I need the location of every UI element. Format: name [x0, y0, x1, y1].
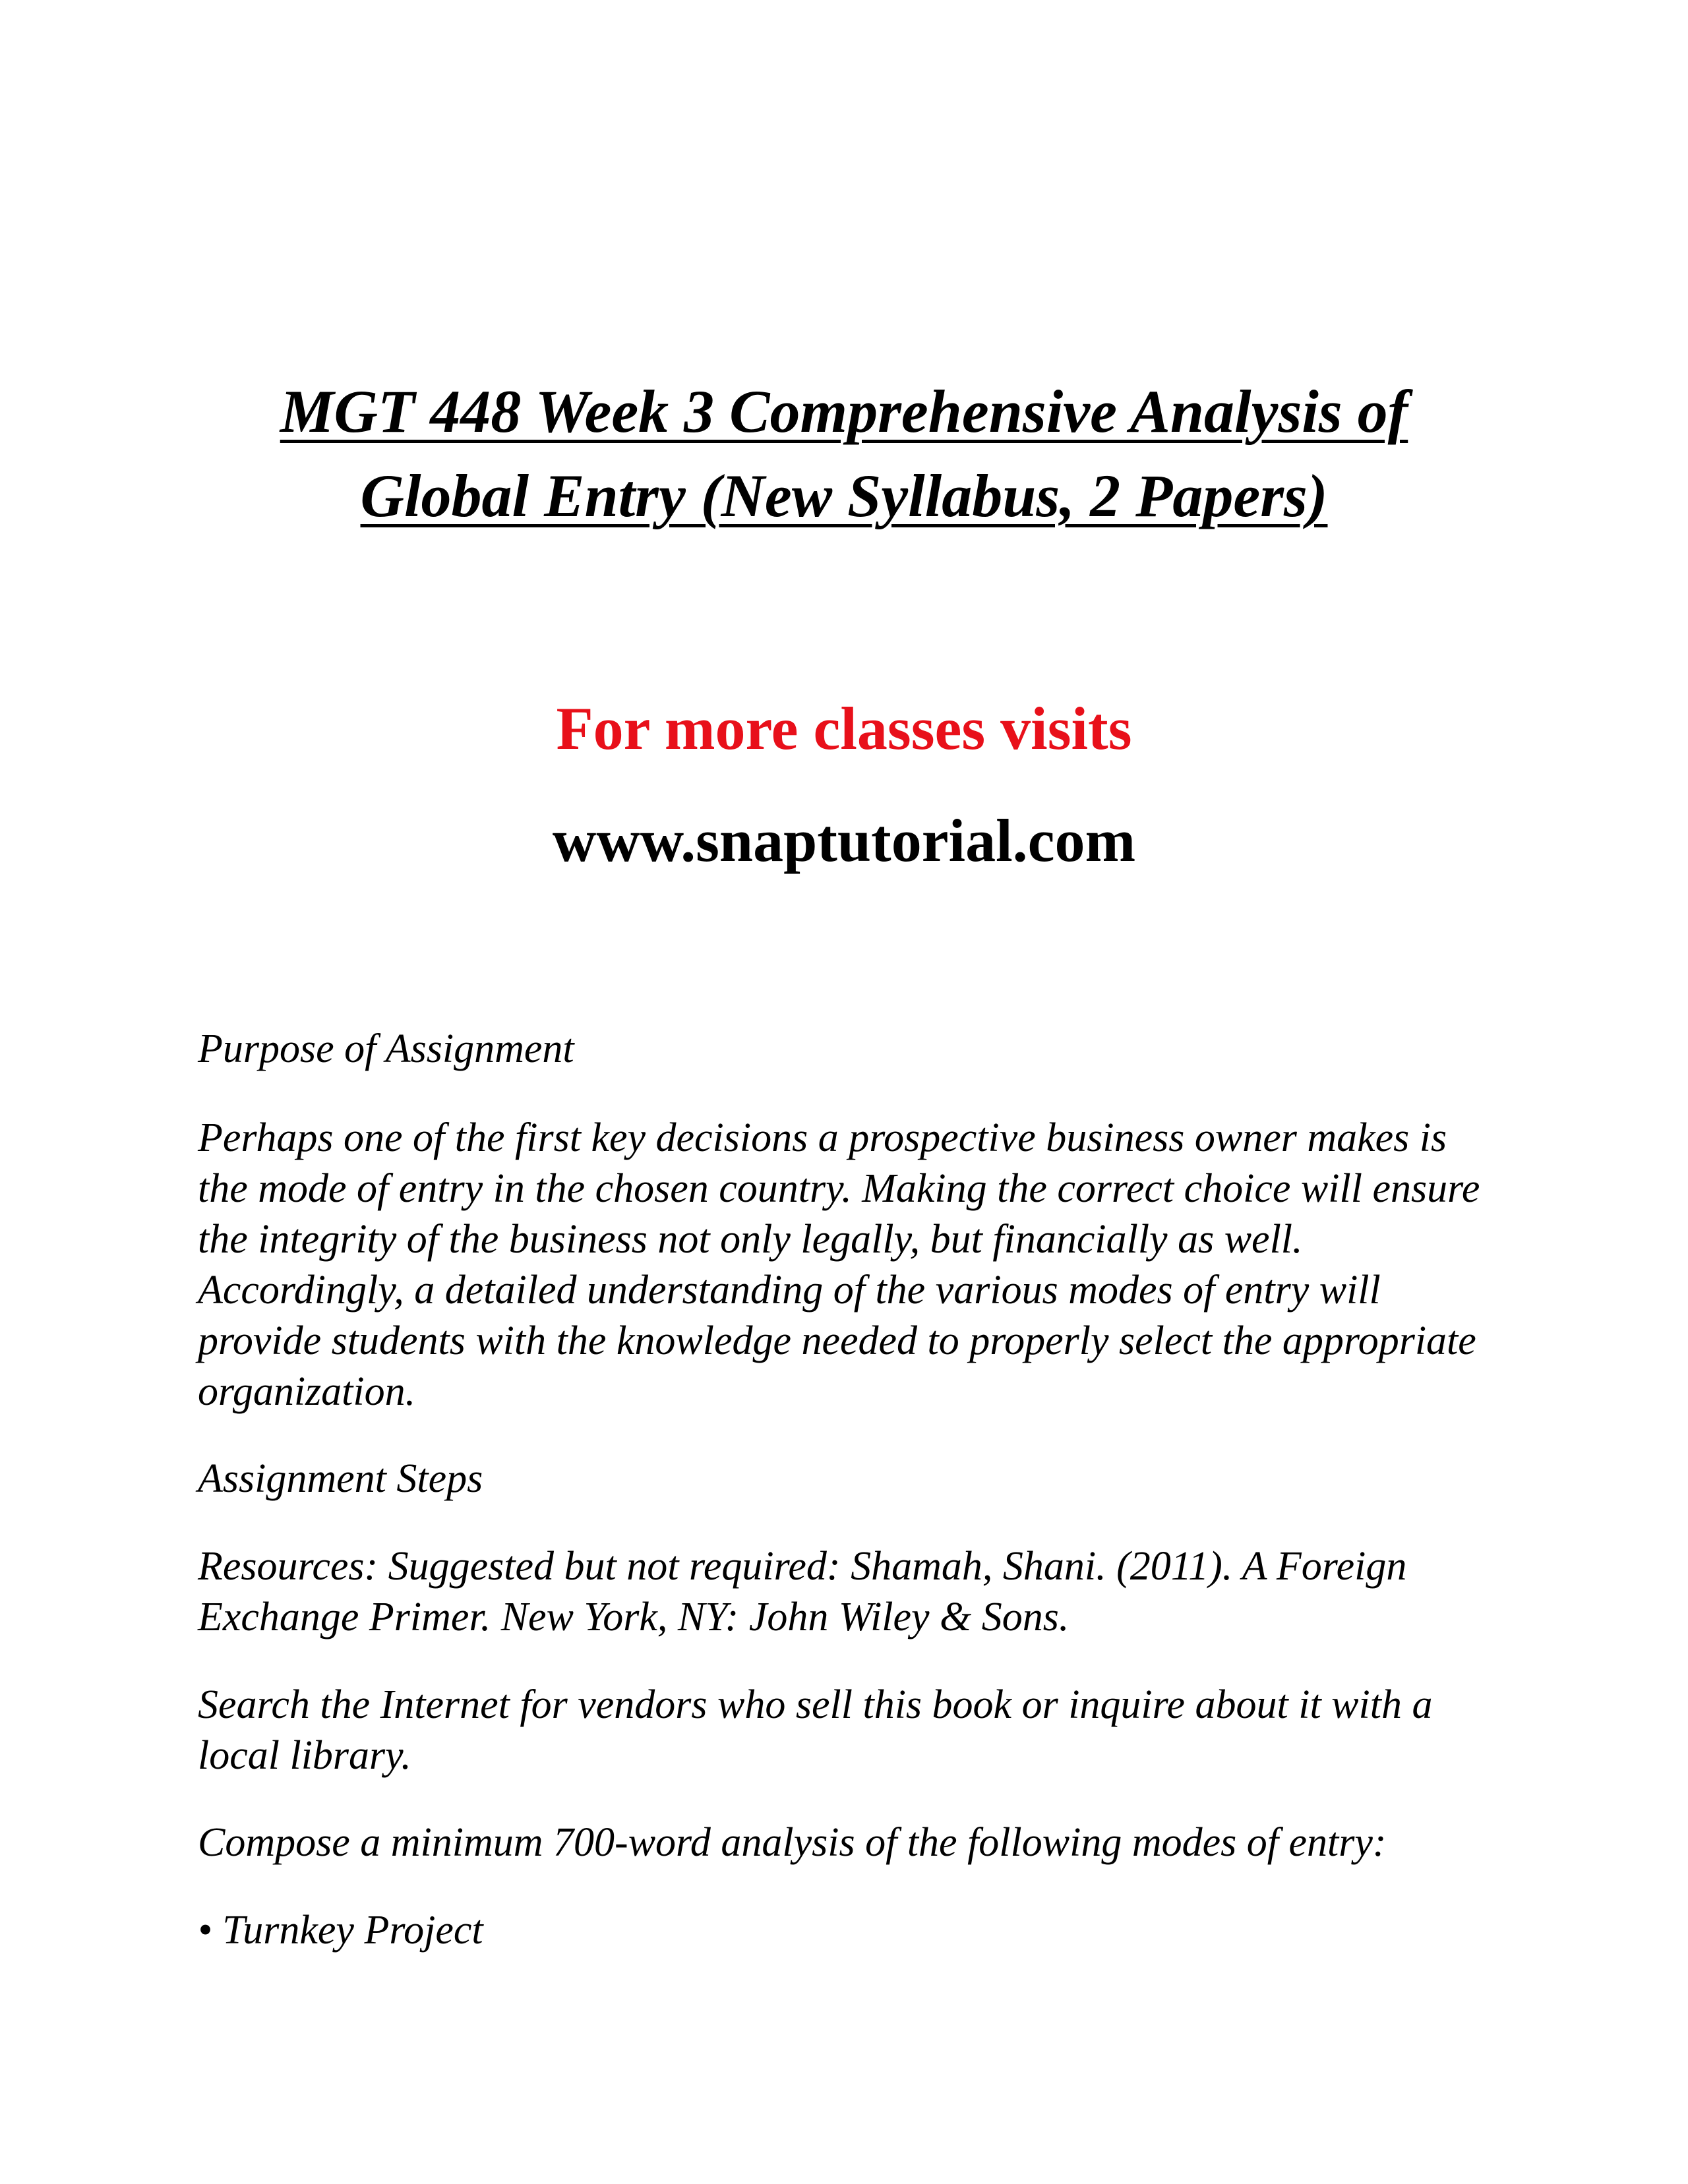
bullet-item-turnkey: • Turnkey Project — [198, 1908, 483, 1953]
promo-text: For more classes visits — [556, 695, 1132, 762]
document-title — [185, 369, 1503, 538]
purpose-heading: Purpose of Assignment — [198, 1026, 574, 1071]
website-text: www.snaptutorial.com — [552, 807, 1136, 874]
title-line-1: MGT 448 Week 3 Comprehensive Analysis of — [280, 378, 1408, 445]
purpose-paragraph: Perhaps one of the first key decisions a prospective business owner makes is the mode of entry in the chosen country. Making the correct choice will ensure the integrity of the business not only legally, but financially as well. Accordingly, a detailed understanding of the various modes of entry will provide students with the knowledge needed to properly select the appropriate organization. — [198, 1115, 1480, 1414]
search-paragraph: Search the Internet for vendors who sell this book or inquire about it with a local library. — [198, 1682, 1433, 1778]
compose-paragraph: Compose a minimum 700-word analysis of the following modes of entry: — [198, 1820, 1387, 1865]
steps-heading: Assignment Steps — [198, 1456, 483, 1501]
resources-paragraph: Resources: Suggested but not required: Shamah, Shani. (2011). A Foreign Exchange Primer. New York, NY: John Wiley & Sons. — [198, 1544, 1407, 1639]
title-line-2: Global Entry (New Syllabus, 2 Papers) — [360, 462, 1328, 529]
